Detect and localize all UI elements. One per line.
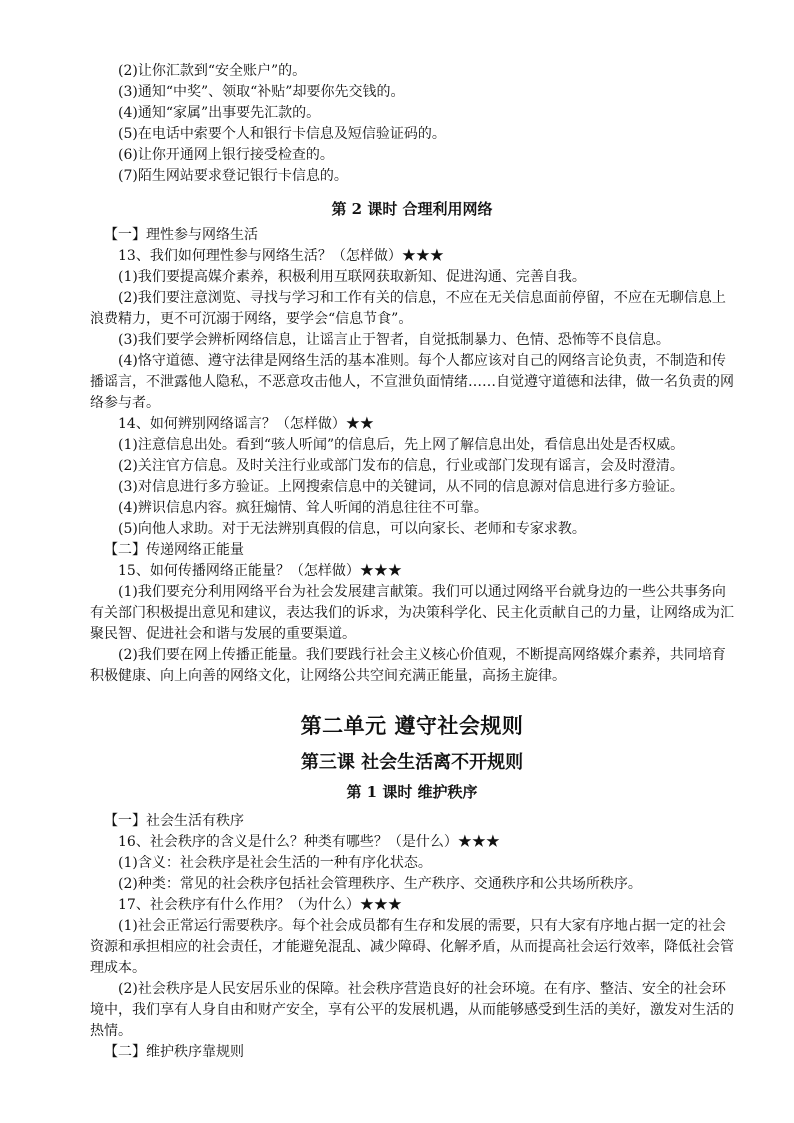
answer-17-2: (2)社会秩序是人民安居乐业的保障。社会秩序营造良好的社会环境。在有序、整洁、安全的社会环境中，我们享有人身自由和财产安全，享有公平的发展机遇，从而能够感受到生活的美好，激发对生活的热情。 [90,981,734,1039]
answer-14-1: (1)注意信息出处。看到“骇人听闻”的信息后，先上网了解信息出处，看信息出处是否权威。 [118,437,685,453]
section-heading-positive-energy: 【二】传递网络正能量 [104,542,244,558]
answer-14-4: (4)辨识信息内容。疯狂煽情、耸人听闻的消息往往不可靠。 [118,500,488,516]
answer-14-3: (3)对信息进行多方验证。上网搜索信息中的关键词，从不同的信息源对信息进行多方验证。 [118,479,684,495]
answer-13-2: (2)我们要注意浏览、寻找与学习和工作有关的信息，不应在无关信息面前停留，不应在无聊信息上浪费精力，更不可沉溺于网络，要学会“信息节食”。 [90,290,726,327]
answer-17-1: (1)社会正常运行需要秩序。每个社会成员都有生存和发展的需要，只有大家有序地占据一定的社会资源和承担相应的社会责任，才能避免混乱、减少障碍、化解矛盾，从而提高社会运行效率，降低社会管理成本。 [90,918,734,976]
question-13: 13、我们如何理性参与网络生活？（怎样做）★★★ [118,248,444,264]
answer-15-1: (1)我们要充分利用网络平台为社会发展建言献策。我们可以通过网络平台就身边的一些公共事务向有关部门积极提出意见和建议，表达我们的诉求，为决策科学化、民主化贡献自己的力量，让网络成为汇聚民智、促进社会和谐与发展的重要渠道。 [90,584,734,642]
answer-13-4: (4)恪守道德、遵守法律是网络生活的基本准则。每个人都应该对自己的网络言论负责，不制造和传播谣言，不泄露他人隐私，不恶意攻击他人，不宣泄负面情绪……自觉遵守道德和法律，做一名负责的网络参与者。 [90,353,734,411]
list-item: (3)通知“中奖”、领取“补贴”却要你先交钱的。 [118,84,405,100]
answer-16-1: (1)含义：社会秩序是社会生活的一种有序化状态。 [118,855,432,871]
question-16: 16、社会秩序的含义是什么？种类有哪些？（是什么）★★★ [118,834,500,850]
document-content [90,61,734,1063]
answer-14-5: (5)向他人求助。对于无法辨别真假的信息，可以向家长、老师和专家求教。 [118,521,586,537]
answer-14-2: (2)关注官方信息。及时关注行业或部门发布的信息，行业或部门发现有谣言，会及时澄清。 [118,458,684,474]
section-heading-social-order: 【一】社会生活有秩序 [104,813,244,829]
lesson-2-title: 第 2 课时 合理利用网络 [331,200,493,218]
list-item: (5)在电话中索要个人和银行卡信息及短信验证码的。 [118,126,446,142]
answer-13-1: (1)我们要提高媒介素养，积极利用互联网获取新知、促进沟通、完善自我。 [118,269,586,285]
section-heading-rational-participation: 【一】理性参与网络生活 [104,227,258,243]
answer-13-3: (3)我们要学会辨析网络信息，让谣言止于智者，自觉抵制暴力、色情、恐怖等不良信息。 [118,332,670,348]
list-item: (6)让你开通网上银行接受检查的。 [118,147,334,163]
question-15: 15、如何传播网络正能量？（怎样做）★★★ [118,563,402,579]
course-3-title: 第三课 社会生活离不开规则 [300,752,524,773]
lesson-1-title: 第 1 课时 维护秩序 [346,783,478,801]
answer-15-2: (2)我们要在网上传播正能量。我们要践行社会主义核心价值观，不断提高网络媒介素养，共同培育积极健康、向上向善的网络文化，让网络公共空间充满正能量，高扬主旋律。 [90,647,726,684]
answer-16-2: (2)种类：常见的社会秩序包括社会管理秩序、生产秩序、交通秩序和公共场所秩序。 [118,876,642,892]
list-item: (2)让你汇款到“安全账户”的。 [118,63,307,79]
unit-2-title: 第二单元 遵守社会规则 [300,713,524,738]
question-17: 17、社会秩序有什么作用？（为什么）★★★ [118,897,402,913]
section-heading-rules: 【二】维护秩序靠规则 [104,1044,244,1060]
question-14: 14、如何辨别网络谣言？（怎样做）★★ [118,416,374,432]
list-item: (4)通知“家属”出事要先汇款的。 [118,105,321,121]
list-item: (7)陌生网站要求登记银行卡信息的。 [118,168,348,184]
